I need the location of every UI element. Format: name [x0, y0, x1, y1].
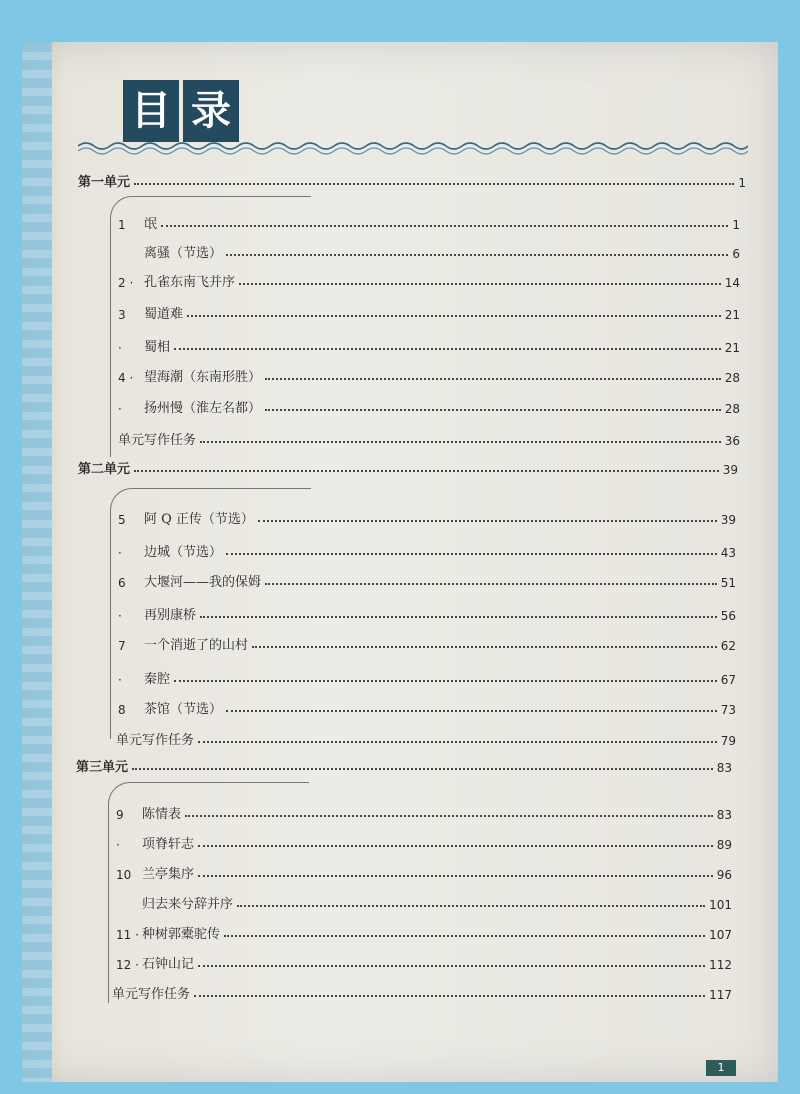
entry-page: 83 [716, 808, 732, 822]
dot-leader [132, 768, 713, 770]
toc-entry[interactable] [116, 952, 732, 972]
unit-page: 83 [716, 761, 732, 775]
toc-entry[interactable] [118, 570, 736, 590]
entry-number: 12 · [116, 958, 139, 972]
entry-page: 89 [716, 838, 732, 852]
entry-number: · [118, 341, 122, 355]
toc-entry[interactable] [118, 540, 736, 560]
entry-title: 石钟山记 [142, 957, 195, 972]
unit-heading-2 [78, 457, 738, 477]
entry-page: 28 [724, 402, 740, 416]
unit-heading-1 [78, 170, 746, 190]
dot-leader [226, 254, 728, 256]
entry-title: 兰亭集序 [142, 867, 195, 882]
toc-entry[interactable] [112, 982, 732, 1002]
entry-page: 56 [720, 609, 736, 623]
book-spine [22, 42, 52, 1082]
entry-title: 一个消逝了的山村 [144, 638, 249, 653]
unit-title: 第一单元 [78, 175, 131, 190]
dot-leader [198, 741, 717, 743]
entry-title: 秦腔 [144, 672, 171, 687]
entry-page: 36 [724, 434, 740, 448]
toc-entry[interactable] [118, 212, 740, 232]
toc-entry[interactable] [116, 728, 736, 748]
entry-title: 孔雀东南飞并序 [144, 275, 236, 290]
unit-page: 39 [722, 463, 738, 477]
dot-leader [194, 995, 705, 997]
entry-title: 再别康桥 [144, 608, 197, 623]
entry-title: 归去来兮辞并序 [142, 897, 234, 912]
entry-number: 5 [118, 513, 126, 527]
entry-number: · [118, 609, 122, 623]
entry-page: 21 [724, 308, 740, 322]
entry-number: 8 [118, 703, 126, 717]
dot-leader [174, 348, 721, 350]
dot-leader [174, 680, 717, 682]
entry-title: 蜀相 [144, 340, 171, 355]
entry-page: 51 [720, 576, 736, 590]
entry-title: 种树郭橐驼传 [142, 927, 221, 942]
entry-number: 6 [118, 576, 126, 590]
entry-title: 氓 [144, 217, 158, 232]
entry-number: 11 · [116, 928, 139, 942]
entry-title: 望海潮（东南形胜） [144, 370, 262, 385]
page-number: 1 [706, 1060, 736, 1076]
title-char-2: 录 [183, 80, 239, 142]
entry-page: 67 [720, 673, 736, 687]
entry-page: 6 [732, 247, 740, 261]
entry-number: 10 [116, 868, 132, 882]
entry-number: 4 · [118, 371, 134, 385]
dot-leader [226, 710, 717, 712]
entry-title: 边城（节选） [144, 545, 223, 560]
toc-entry[interactable] [118, 603, 736, 623]
dot-leader [237, 905, 705, 907]
entry-title: 扬州慢（淮左名都） [144, 401, 262, 416]
dot-leader [239, 283, 721, 285]
entry-number: · [118, 673, 122, 687]
dot-leader [187, 315, 721, 317]
toc-entry[interactable] [116, 802, 732, 822]
toc-entry[interactable] [118, 667, 736, 687]
entry-page: 107 [709, 928, 732, 942]
entry-page: 73 [720, 703, 736, 717]
entry-title: 单元写作任务 [112, 987, 191, 1002]
entry-page: 39 [720, 513, 736, 527]
entry-page: 62 [720, 639, 736, 653]
toc-entry[interactable] [118, 396, 740, 416]
entry-title: 茶馆（节选） [144, 702, 223, 717]
entry-number: · [116, 838, 120, 852]
toc-entry[interactable] [118, 270, 740, 290]
dot-leader [198, 965, 705, 967]
unit-title: 第三单元 [76, 760, 129, 775]
entry-title: 大堰河——我的保姆 [144, 575, 262, 590]
entry-number: 1 [118, 218, 126, 232]
toc-entry[interactable] [118, 335, 740, 355]
entry-page: 1 [732, 218, 740, 232]
entry-title: 离骚（节选） [144, 246, 223, 261]
toc-entry[interactable] [118, 241, 740, 261]
toc-entry[interactable] [116, 892, 732, 912]
toc-entry[interactable] [118, 365, 740, 385]
dot-leader [224, 935, 705, 937]
dot-leader [200, 441, 721, 443]
entry-title: 阿 Q 正传（节选） [144, 512, 254, 527]
entry-page: 117 [709, 988, 732, 1002]
entry-title: 单元写作任务 [118, 433, 197, 448]
entry-page: 14 [724, 276, 740, 290]
dot-leader [265, 583, 717, 585]
toc-entry[interactable] [118, 507, 736, 527]
toc-entry[interactable] [118, 302, 740, 322]
entry-number: · [118, 402, 122, 416]
dot-leader [185, 815, 713, 817]
toc-entry[interactable] [118, 428, 740, 448]
entry-page: 21 [724, 341, 740, 355]
dot-leader [161, 225, 728, 227]
entry-title: 陈情表 [142, 807, 182, 822]
dot-leader [226, 553, 717, 555]
dot-leader [258, 520, 717, 522]
dot-leader [134, 183, 734, 185]
unit-heading-3 [76, 755, 732, 775]
decorative-wave-divider [78, 138, 748, 158]
entry-number: 7 [118, 639, 126, 653]
toc-entry[interactable] [116, 922, 732, 942]
dot-leader [200, 616, 717, 618]
toc-entry[interactable] [118, 633, 736, 653]
entry-number: 2 · [118, 276, 134, 290]
title-char-1: 目 [123, 80, 179, 142]
toc-entry[interactable] [116, 832, 732, 852]
entry-title: 单元写作任务 [116, 733, 195, 748]
entry-title: 蜀道难 [144, 307, 184, 322]
dot-leader [198, 875, 713, 877]
entry-page: 28 [724, 371, 740, 385]
dot-leader [265, 409, 721, 411]
entry-page: 43 [720, 546, 736, 560]
entry-number: · [118, 546, 122, 560]
dot-leader [265, 378, 721, 380]
entry-number: 3 [118, 308, 126, 322]
toc-entry[interactable] [116, 862, 732, 882]
dot-leader [198, 845, 713, 847]
entry-page: 101 [709, 898, 732, 912]
unit-page: 1 [738, 176, 746, 190]
entry-page: 96 [716, 868, 732, 882]
entry-number: 9 [116, 808, 124, 822]
dot-leader [252, 646, 717, 648]
unit-bracket-1 [110, 196, 311, 457]
unit-title: 第二单元 [78, 462, 131, 477]
dot-leader [134, 470, 719, 472]
entry-page: 79 [720, 734, 736, 748]
entry-title: 项脊轩志 [142, 837, 195, 852]
toc-entry[interactable] [118, 697, 736, 717]
entry-page: 112 [709, 958, 732, 972]
